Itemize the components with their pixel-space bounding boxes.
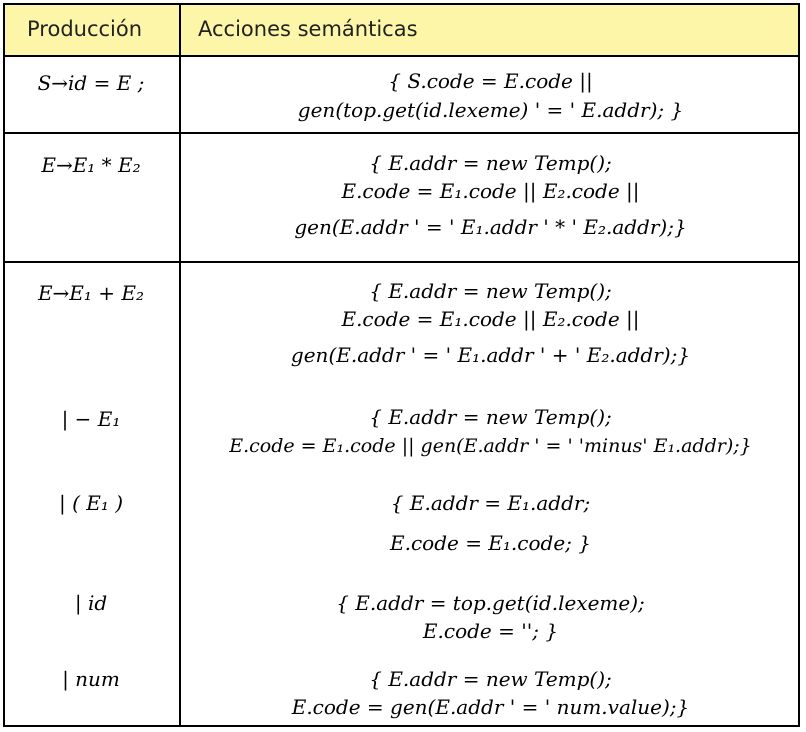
production-cell: | num (62, 667, 120, 691)
row-divider (5, 132, 798, 134)
production-cell: | ( E₁ ) (58, 491, 124, 515)
header-actions: Acciones semánticas (198, 17, 418, 41)
action-line: { E.addr = new Temp(); (369, 667, 612, 691)
production-cell: | − E₁ (61, 407, 121, 431)
action-line: { S.code = E.code || (388, 69, 593, 93)
action-line: E.code = E₁.code || gen(E.addr ' = ' 'minus' E₁.addr);} (229, 435, 752, 457)
action-line: gen(E.addr ' = ' E₁.addr ' * ' E₂.addr);} (294, 215, 687, 239)
production-cell: E→E₁ * E₂ (41, 153, 141, 177)
production-cell: S→id = E ; (37, 71, 145, 95)
action-line: E.code = ''; } (422, 619, 559, 643)
action-line: { E.addr = new Temp(); (369, 151, 612, 175)
row-divider (5, 261, 798, 263)
action-line: E.code = E₁.code || E₂.code || (341, 179, 640, 203)
production-cell: | id (74, 591, 108, 615)
action-line: E.code = gen(E.addr ' = ' num.value);} (291, 695, 690, 719)
action-line: E.code = E₁.code || E₂.code || (341, 307, 640, 331)
action-line: { E.addr = top.get(id.lexeme); (336, 591, 645, 615)
action-line: { E.addr = E₁.addr; (390, 491, 591, 515)
table-header (5, 5, 798, 57)
action-line: E.code = E₁.code; } (390, 531, 591, 555)
header-production: Producción (27, 17, 143, 41)
action-line: gen(top.get(id.lexeme) ' = ' E.addr); } (297, 98, 684, 122)
action-line: { E.addr = new Temp(); (369, 405, 612, 429)
action-line: { E.addr = new Temp(); (369, 279, 612, 303)
action-line: gen(E.addr ' = ' E₁.addr ' + ' E₂.addr);} (290, 343, 691, 367)
semantic-actions-table (3, 3, 800, 727)
production-cell: E→E₁ + E₂ (37, 281, 145, 305)
